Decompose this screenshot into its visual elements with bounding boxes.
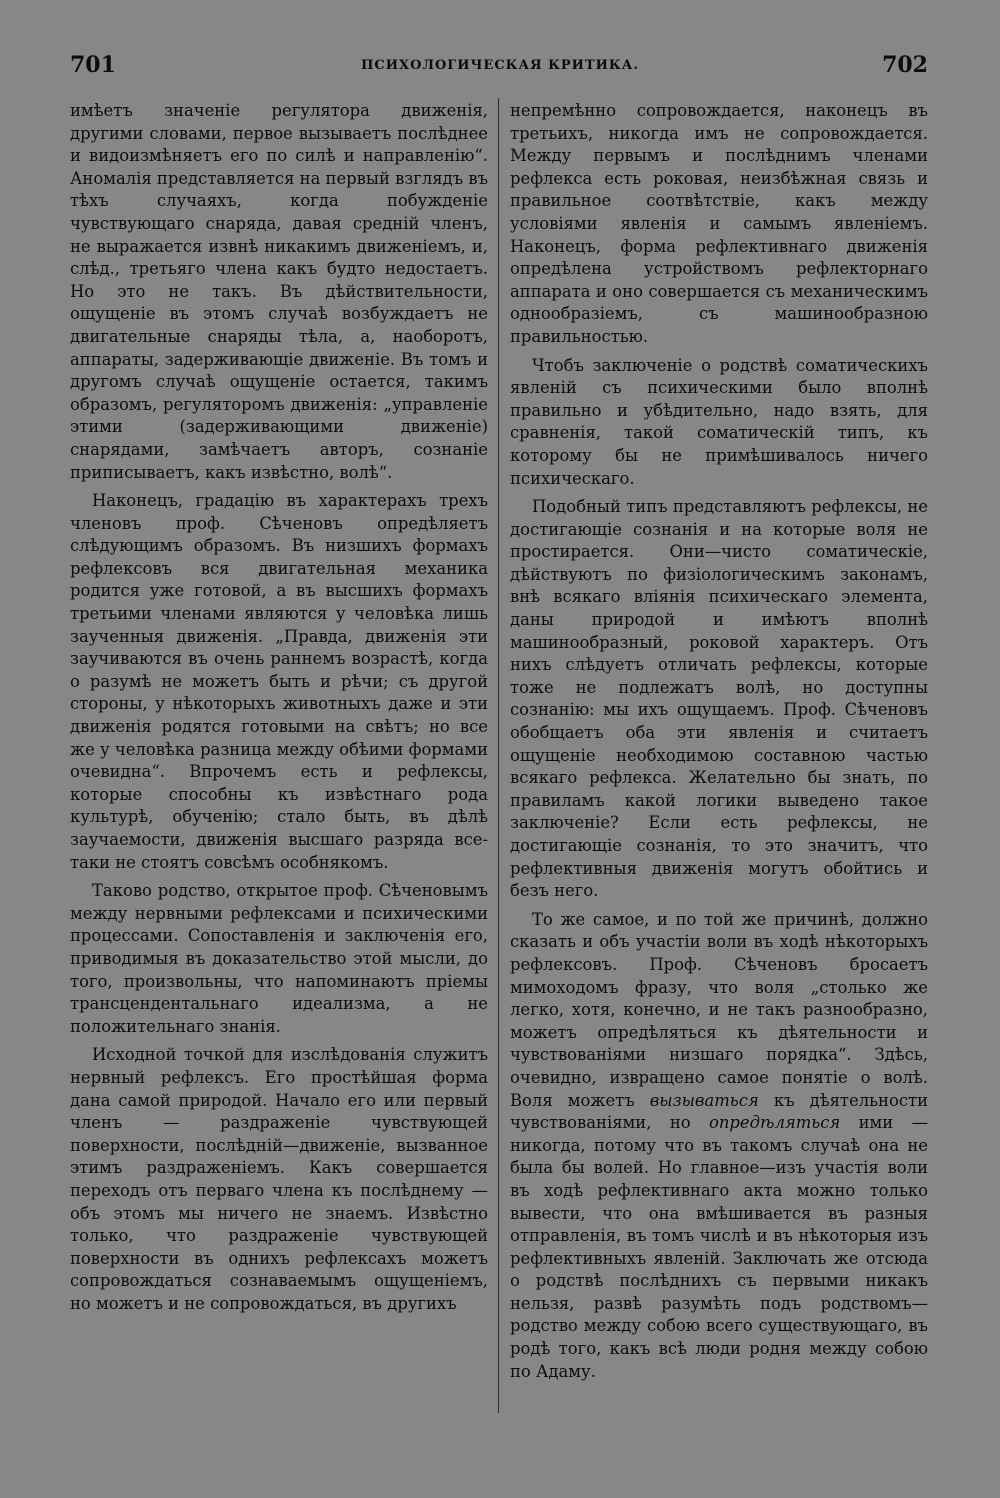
paragraph: Наконецъ, градацію въ характерахъ трехъ членовъ проф. Сѣченовъ опредѣляетъ слѣдующимъ образомъ. Въ низшихъ формахъ рефлексовъ вся двигательная механика родится уже готовой, а въ высшихъ формахъ третьими членами являются у человѣка лишь заученныя движенія. „Правда, движенія эти заучиваются въ очень раннемъ возрастѣ, когда о разумѣ не можетъ быть и рѣчи; съ другой стороны, у нѣкоторыхъ животныхъ даже и эти движенія родятся готовыми на свѣтъ; но все же у человѣка разница между обѣими формами очевидна“. Впрочемъ есть и рефлексы, которые способны къ извѣстнаго рода культурѣ, обученію; стало быть, въ дѣлѣ заучаемости, движенія высшаго разряда все-таки не стоятъ совсѣмъ особнякомъ. [70,491,488,872]
running-title: ПСИХОЛОГИЧЕСКАЯ КРИТИКА. [361,58,639,73]
emphasis: опредѣляться [708,1113,841,1133]
emphasis: вызываться [649,1090,759,1110]
page-number-left: 701 [70,52,116,78]
column-divider [498,98,499,1413]
paragraph: Исходной точкой для изслѣдованія служитъ нервный рефлексъ. Его простѣйшая форма дана самой природой. Начало его или первый членъ — раздраженіе чувствующей поверхности, послѣдній—движеніе, вызванное этимъ раздраженіемъ. Какъ совершается переходъ отъ перваго члена къ послѣднему —объ этомъ мы ничего не знаемъ. Извѣстно только, что раздраженіе чувствующей поверхности въ однихъ рефлексахъ можетъ сопровождаться сознаваемымъ ощущеніемъ, но можетъ и не сопровождаться, въ другихъ [70,1045,488,1313]
paragraph [510,909,928,1383]
text-run: къ дѣятельности чувствованіями, но [510,1090,928,1133]
paragraph: непремѣнно сопровождается, наконецъ въ третьихъ, никогда имъ не сопровождается. Между первымъ и послѣднимъ членами рефлекса есть роковая, неизбѣжная связь и правильное соотвѣтствіе, какъ между условіями явленія и самымъ явленіемъ. Наконецъ, форма рефлективнаго движенія опредѣлена устройствомъ рефлекторнаго аппарата и оно совершается съ механическимъ однообразіемъ, съ машинообразною правильностью. [510,101,928,346]
page-number-right: 702 [882,52,928,78]
right-column [510,100,928,1389]
text-run: ими —никогда, потому что въ такомъ случаѣ она не была бы волей. Но главное—изъ участія воли въ ходѣ рефлективнаго акта можно только вывести, что она вмѣшивается въ разныя отправленія, въ томъ числѣ и въ нѣкоторыя изъ рефлективныхъ явленій. Заключать же отсюда о родствѣ послѣднихъ съ первыми никакъ нельзя, развѣ разумѣть подъ родствомъ—родство между собою всего существующаго, въ родѣ того, какъ всѣ люди родня между собою по Адаму. [510,1113,928,1381]
page-header [0,52,1000,86]
text-run: То же самое, и по той же причинѣ, должно сказать и объ участіи воли въ ходѣ нѣкоторыхъ рефлексовъ. Проф. Сѣченовъ бросаетъ мимоходомъ фразу, что воля „столько же легко, хотя, конечно, и не такъ разнообразно, можетъ опредѣляться къ дѣятельности и чувствованіями низшаго порядка“. Здѣсь, очевидно, извращено самое понятіе о волѣ. Воля можетъ [510,909,928,1110]
paragraph: Чтобъ заключеніе о родствѣ соматическихъ явленій съ психическими было вполнѣ правильно и убѣдительно, надо взять, для сравненія, такой соматическій типъ, къ которому бы не примѣшивалось ничего психическаго. [510,355,928,488]
paragraph: Подобный типъ представляютъ рефлексы, не достигающіе сознанія и на которые воля не простирается. Они—чисто соматическіе, дѣйствуютъ по физіологическимъ законамъ, внѣ всякаго вліянія психическаго элемента, даны природой и имѣютъ вполнѣ машинообразный, роковой характеръ. Отъ нихъ слѣдуетъ отличать рефлексы, которые тоже не подлежатъ волѣ, но доступны сознанію: мы ихъ ощущаемъ. Проф. Сѣченовъ обобщаетъ оба эти явленія и считаетъ ощущеніе необходимою составною частью всякаго рефлекса. Желательно бы знать, по правиламъ какой логики выведено такое заключеніе? Если есть рефлексы, не достигающіе сознанія, то это значитъ, что рефлективныя движенія могутъ обойтись и безъ него. [510,497,928,901]
left-column [70,100,488,1321]
paragraph: имѣетъ значеніе регулятора движенія, другими словами, первое вызываетъ послѣднее и видоизмѣняетъ его по силѣ и направленію“. Аномалія представляется на первый взглядъ въ тѣхъ случаяхъ, когда побужденіе чувствующаго снаряда, давая средній членъ, не выражается извнѣ никакимъ движеніемъ, и, слѣд., третьяго члена какъ будто недостаетъ. Но это не такъ. Въ дѣйствительности, ощущеніе въ этомъ случаѣ возбуждаетъ не двигательные снаряды тѣла, а, наоборотъ, аппараты, задерживающіе движеніе. Въ томъ и другомъ случаѣ ощущеніе остается, такимъ образомъ, регуляторомъ движенія: „управленіе этими (задерживающими движеніе) снарядами, замѣчаетъ авторъ, сознаніе приписываетъ, какъ извѣстно, волѣ“. [70,101,488,482]
paragraph: Таково родство, открытое проф. Сѣченовымъ между нервными рефлексами и психическими процессами. Сопоставленія и заключенія его, приводимыя въ доказательство этой мысли, до того, произвольны, что напоминаютъ пріемы трансцендентальнаго идеализма, а не положительнаго знанія. [70,881,488,1036]
